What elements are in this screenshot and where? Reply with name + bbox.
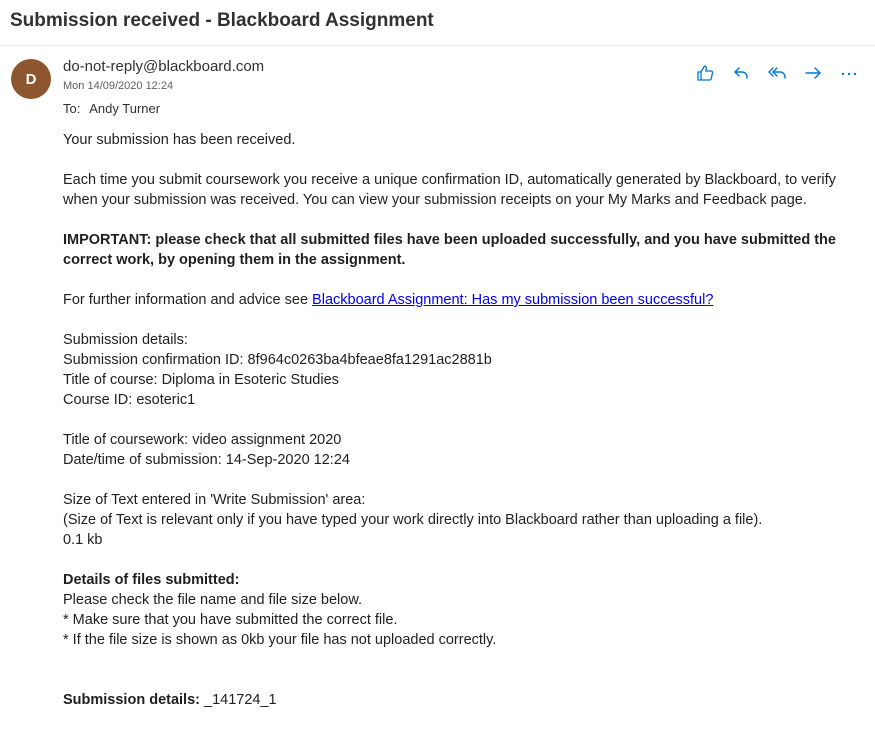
coursework-block [63, 430, 863, 470]
sender-address[interactable]: do-not-reply@blackboard.com [63, 58, 265, 75]
final-details [63, 690, 863, 710]
text-size-value: 0.1 kb [63, 532, 103, 548]
recipient-name[interactable]: Andy Turner [89, 101, 161, 116]
like-button[interactable] [687, 61, 723, 85]
files-line-3: * If the file size is shown as 0kb your file has not uploaded correctly. [63, 632, 497, 648]
confirmation-id: Submission confirmation ID: 8f964c0263ba4bfeae8fa1291ac2881b [63, 352, 492, 368]
text-size-heading: Size of Text entered in 'Write Submission' area: [63, 492, 366, 508]
forward-icon [803, 63, 823, 83]
files-line-1: Please check the file name and file size below. [63, 592, 363, 608]
forward-button[interactable] [795, 61, 831, 85]
text-size-block [63, 490, 863, 550]
submission-time: Date/time of submission: 14-Sep-2020 12:24 [63, 452, 350, 468]
details-heading: Submission details: [63, 332, 188, 348]
body-received-text: Your submission has been received. [63, 132, 296, 148]
avatar-initial: D [25, 70, 37, 88]
final-details-value: _141724_1 [199, 692, 277, 708]
reply-all-icon [766, 63, 788, 83]
email-subject: Submission received - Blackboard Assignment [10, 10, 434, 31]
text-size-note: (Size of Text is relevant only if you have typed your work directly into Blackboard rather than uploading a file). [63, 512, 763, 528]
email-body [63, 130, 863, 730]
more-actions-button[interactable] [831, 61, 867, 85]
final-details-label: Submission details: [63, 692, 200, 708]
recipient-line [63, 101, 160, 116]
message-actions [687, 61, 867, 85]
header-divider [0, 45, 875, 46]
thumbs-up-icon [695, 63, 715, 83]
course-title: Title of course: Diploma in Esoteric Studies [63, 372, 339, 388]
avatar[interactable] [11, 59, 51, 99]
reply-all-button[interactable] [759, 61, 795, 85]
help-link[interactable]: Blackboard Assignment: Has my submission been successful? [312, 292, 714, 308]
body-important-text: IMPORTANT: please check that all submitted files have been uploaded successfully, and you have submitted the correct work, by opening them in the assignment. [63, 232, 836, 268]
reply-icon [731, 63, 751, 83]
submission-details-block [63, 330, 863, 410]
body-confirmation-text: Each time you submit coursework you receive a unique confirmation ID, automatically generated by Blackboard, to verify when your submission was received. You can view your submission receipts on your My Marks and Feedback page. [63, 172, 836, 208]
email-date: Mon 14/09/2020 12:24 [63, 80, 174, 92]
files-block [63, 570, 863, 650]
coursework-title: Title of coursework: video assignment 2020 [63, 432, 342, 448]
files-heading: Details of files submitted: [63, 572, 240, 588]
body-further-info [63, 290, 863, 310]
more-icon [839, 63, 859, 83]
files-line-2: * Make sure that you have submitted the correct file. [63, 612, 398, 628]
course-id: Course ID: esoteric1 [63, 392, 196, 408]
reply-button[interactable] [723, 61, 759, 85]
to-label: To: [63, 101, 81, 116]
further-info-prefix: For further information and advice see [63, 292, 313, 308]
